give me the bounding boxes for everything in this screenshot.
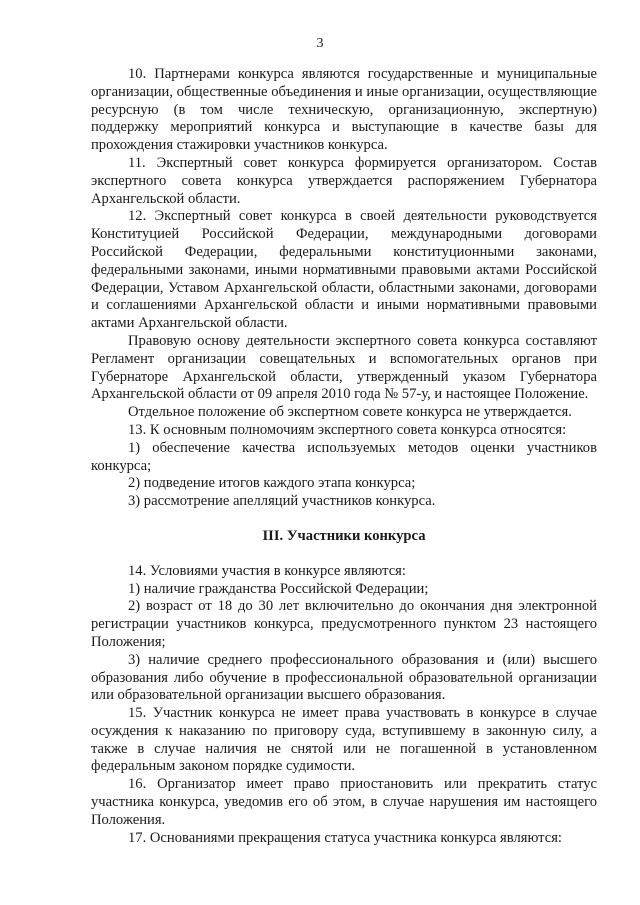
- paragraph-15-restrictions: 15. Участник конкурса не имеет права участвовать в конкурсе в случае осуждения к наказанию по приговору суда, вступившему в законную силу, а также в случае наличия не снятой или не погашенной в установленном федеральным законом порядке судимости.: [91, 705, 597, 775]
- paragraph-13-powers: 13. К основным полномочиям экспертного совета конкурса относятся:: [128, 421, 567, 438]
- list-item-14-2: 2) возраст от 18 до 30 лет включительно до окончания дня электронной регистрации участников конкурса, предусмотренного пунктом 23 настоящего Положения;: [91, 598, 597, 650]
- paragraph-17-termination: 17. Основаниями прекращения статуса участника конкурса являются:: [128, 829, 562, 846]
- page-number: 3: [316, 36, 324, 51]
- list-item-13-3: 3) рассмотрение апелляций участников конкурса.: [128, 493, 436, 510]
- paragraph-11-expert-council-formation: 11. Экспертный совет конкурса формируется организатором. Состав экспертного совета конкурса утверждается распоряжением Губернатора Архангельской области.: [91, 154, 597, 207]
- document-body: [91, 66, 597, 847]
- paragraph-10-partners: 10. Партнерами конкурса являются государственные и муниципальные организации, общественные объединения и иные организации, осуществляющие ресурсную (в том числе техническую, организационную, экспертную) поддержку мероприятий конкурса и выступающие в качестве базы для прохождения стажировки участников конкурса.: [91, 66, 597, 154]
- list-item-13-2: 2) подведение итогов каждого этапа конкурса;: [128, 475, 416, 492]
- paragraph-14-conditions: 14. Условиями участия в конкурсе являются:: [128, 562, 406, 579]
- paragraph-12-legal-guidance: 12. Экспертный совет конкурса в своей деятельности руководствуется Конституцией Российской Федерации, международными договорами Российской Федерации, федеральными конституционными законами, федеральными законами, иными нормативными правовыми актами Российской Федерации, Уставом Архангельской области, областными законами, договорами и соглашениями Архангельской области и иными нормативными правовыми актами Архангельской области.: [91, 208, 597, 332]
- list-item-14-1: 1) наличие гражданства Российской Федерации;: [128, 580, 429, 597]
- paragraph-16-suspension: 16. Организатор имеет право приостановить или прекратить статус участника конкурса, уведомив его об этом, в случае нарушения им настоящего Положения.: [91, 776, 597, 828]
- list-item-13-1: 1) обеспечение качества используемых методов оценки участников конкурса;: [91, 439, 597, 474]
- paragraph-legal-basis: Правовую основу деятельности экспертного совета конкурса составляют Регламент организации совещательных и вспомогательных органов при Губернаторе Архангельской области, утвержденный указом Губернатора Архангельской области от 09 апреля 2010 года № 57-у, и настоящее Положение.: [91, 332, 597, 403]
- section-heading: III. Участники конкурса: [262, 527, 426, 544]
- paragraph-separate-regulation: Отдельное положение об экспертном совете конкурса не утверждается.: [128, 404, 572, 421]
- list-item-14-3: 3) наличие среднего профессионального образования и (или) высшего образования либо обучение в профессиональной образовательной организации или образовательной организации высшего образования.: [91, 651, 597, 704]
